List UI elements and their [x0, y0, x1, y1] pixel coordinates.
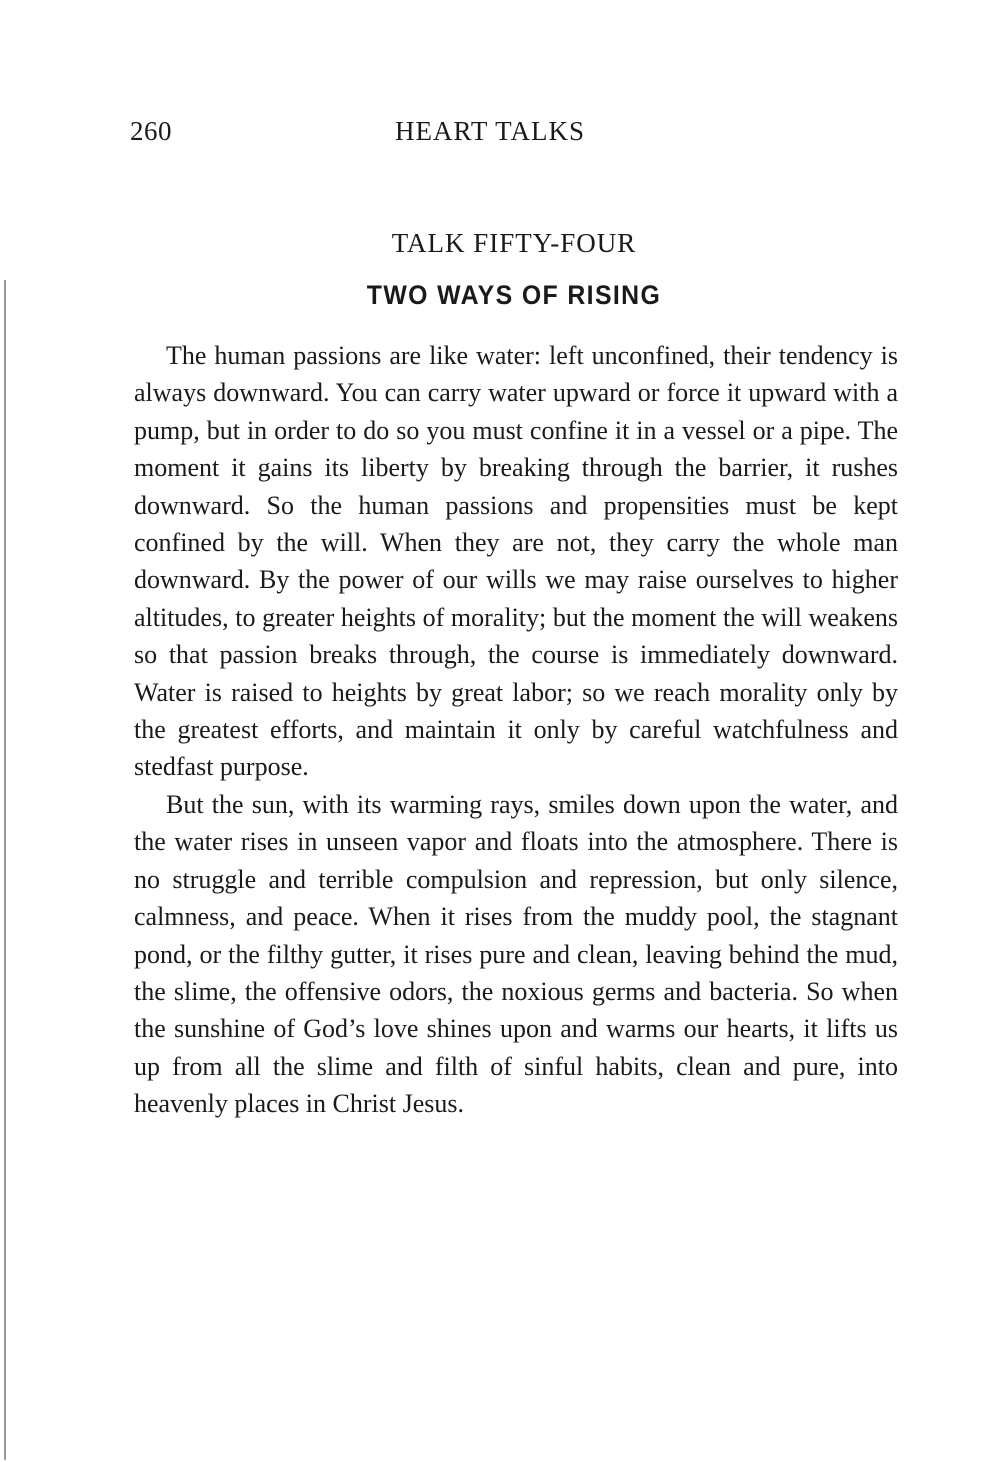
scan-edge-line: [4, 280, 6, 1460]
paragraph-1: The human passions are like water: left unconfined, their tendency is always downward. You can carry water upward or force it upward with a pump, but in order to do so you must confine it in a vessel or a pipe. The moment it gains its liberty by breaking through the barrier, it rushes downward. So the human passions and propensities must be kept confined by the will. When they are not, they carry the whole man downward. By the power of our wills we may raise ourselves to higher altitudes, to greater heights of morality; but the moment the will weakens so that passion breaks through, the course is immediately downward. Water is raised to heights by great labor; so we reach morality only by the greatest efforts, and maintain it only by careful watchfulness and stedfast purpose.: [134, 341, 898, 782]
body-text: [134, 337, 898, 1123]
paragraph-2: But the sun, with its warming rays, smiles down upon the water, and the water rises in unseen vapor and floats into the atmosphere. There is no struggle and terrible compulsion and repression, but only silence, calmness, and peace. When it rises from the muddy pool, the stagnant pond, or the filthy gutter, it rises pure and clean, leaving behind the mud, the slime, the offensive odors, the noxious germs and bacteria. So when the sunshine of God’s love shines upon and warms our hearts, it lifts us up from all the slime and filth of sinful habits, clean and pure, into heavenly places in Christ Jesus.: [134, 789, 898, 1119]
page-header: [130, 116, 900, 156]
running-head: HEART TALKS: [395, 116, 585, 146]
page-number: 260: [130, 116, 172, 146]
chapter-number: TALK FIFTY-FOUR: [391, 228, 637, 258]
chapter-title: TWO WAYS OF RISING: [366, 280, 662, 310]
